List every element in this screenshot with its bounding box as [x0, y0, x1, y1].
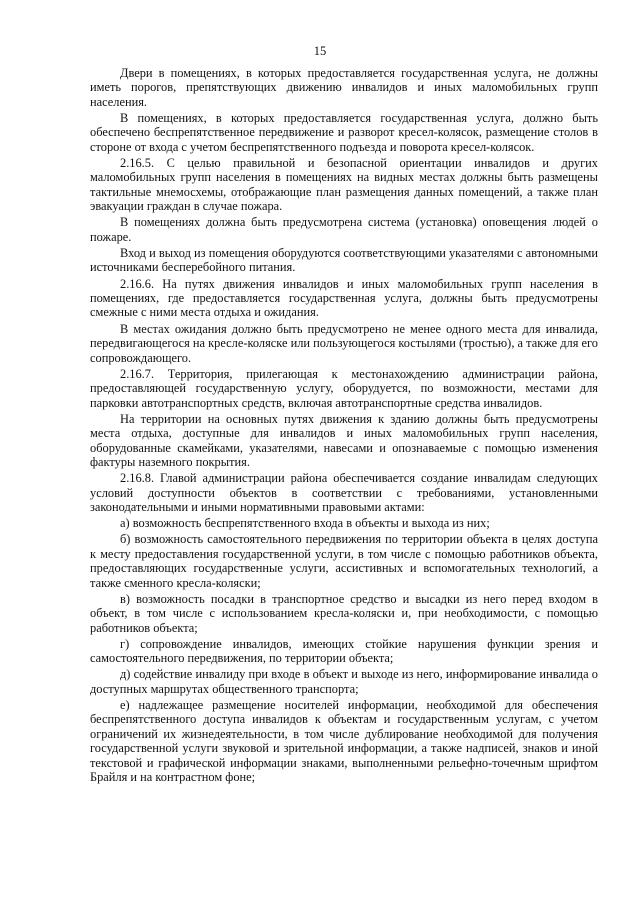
list-item-e: е) надлежащее размещение носителей информации, необходимой для обеспечения беспрепятственного доступа инвалидов к объектам и государственным услугам, с учетом ограничений их жизнедеятельности, в том числе дублирование необходимой для получения государственной услуги звуковой и зрительной информации, а также надписей, знаков и иной текстовой и графической информации знаками, выполненными рельефно-точечным шрифтом Брайля и на контрастном фоне;: [90, 698, 598, 785]
page-number: 15: [313, 44, 327, 58]
paragraph-2-16-8-accessibility-conditions: 2.16.8. Главой администрации района обеспечивается создание инвалидам следующих условий доступности объектов в соответствии с требованиями, установленными законодательными и иными нормативными правовыми актами:: [90, 471, 598, 514]
list-item-d: д) содействие инвалиду при входе в объект и выходе из него, информирование инвалида о доступных маршрутах общественного транспорта;: [90, 667, 598, 696]
list-item-a: а) возможность беспрепятственного входа в объекты и выхода из них;: [120, 516, 490, 531]
list-item-b: б) возможность самостоятельного передвижения по территории объекта в целях доступа к месту предоставления государственной услуги, в том числе с помощью работников объекта, предоставляющих государственные услуги, ассистивных и вспомогательных технологий, а также сменного кресла-коляски;: [90, 532, 598, 590]
paragraph-entrance-exit-signs: Вход и выход из помещения оборудуются соответствующими указателями с автономными источниками бесперебойного питания.: [90, 246, 598, 275]
paragraph-waiting-places: В местах ожидания должно быть предусмотрено не менее одного места для инвалида, передвигающегося на кресле-коляске или пользующегося костылями (тростью), а также для его сопровождающего.: [90, 321, 598, 365]
paragraph-2-16-5-tactile-schemes: 2.16.5. С целью правильной и безопасной ориентации инвалидов и других маломобильных групп населения в помещениях на видных местах должны быть размещены тактильные мнемосхемы, отображающие план размещения данных помещений, а также план эвакуации граждан в случае пожара.: [90, 156, 598, 214]
paragraph-fire-alert-system: В помещениях должна быть предусмотрена система (установка) оповещения людей о пожаре.: [90, 215, 598, 244]
paragraph-doors-thresholds: Двери в помещениях, в которых предоставляется государственная услуга, не должны иметь порогов, препятствующих движению инвалидов и иных маломобильных групп населения.: [90, 66, 598, 109]
paragraph-2-16-6-rest-areas: 2.16.6. На путях движения инвалидов и иных маломобильных групп населения в помещениях, где предоставляется государственная услуга, должны быть предусмотрены смежные с ними места отдыха и ожидания.: [90, 276, 598, 320]
paragraph-2-16-7-parking: 2.16.7. Территория, прилегающая к местонахождению администрации района, предоставляющей государственную услугу, оборудуется, по возможности, местами для парковки автотранспортных средств, включая автотранспортные средства инвалидов.: [90, 366, 598, 410]
paragraph-territory-rest-places: На территории на основных путях движения к зданию должны быть предусмотрены места отдыха, доступные для инвалидов и иных маломобильных групп населения, оборудованные скамейками, указателями, навесами и опознаваемые с помощью изменения фактуры наземного покрытия.: [90, 411, 598, 469]
document-body: [90, 66, 598, 786]
list-item-g: г) сопровождение инвалидов, имеющих стойкие нарушения функции зрения и самостоятельного передвижения, по территории объекта;: [90, 636, 598, 666]
list-item-v: в) возможность посадки в транспортное средство и высадки из него перед входом в объект, в том числе с использованием кресла-коляски и, при необходимости, с помощью работников объекта;: [90, 591, 598, 635]
paragraph-wheelchair-movement: В помещениях, в которых предоставляется государственная услуга, должно быть обеспечено беспрепятственное передвижение и разворот кресел-колясок, размещение столов в стороне от входа с учетом беспрепятственного подъезда и поворота кресел-колясок.: [90, 111, 598, 154]
